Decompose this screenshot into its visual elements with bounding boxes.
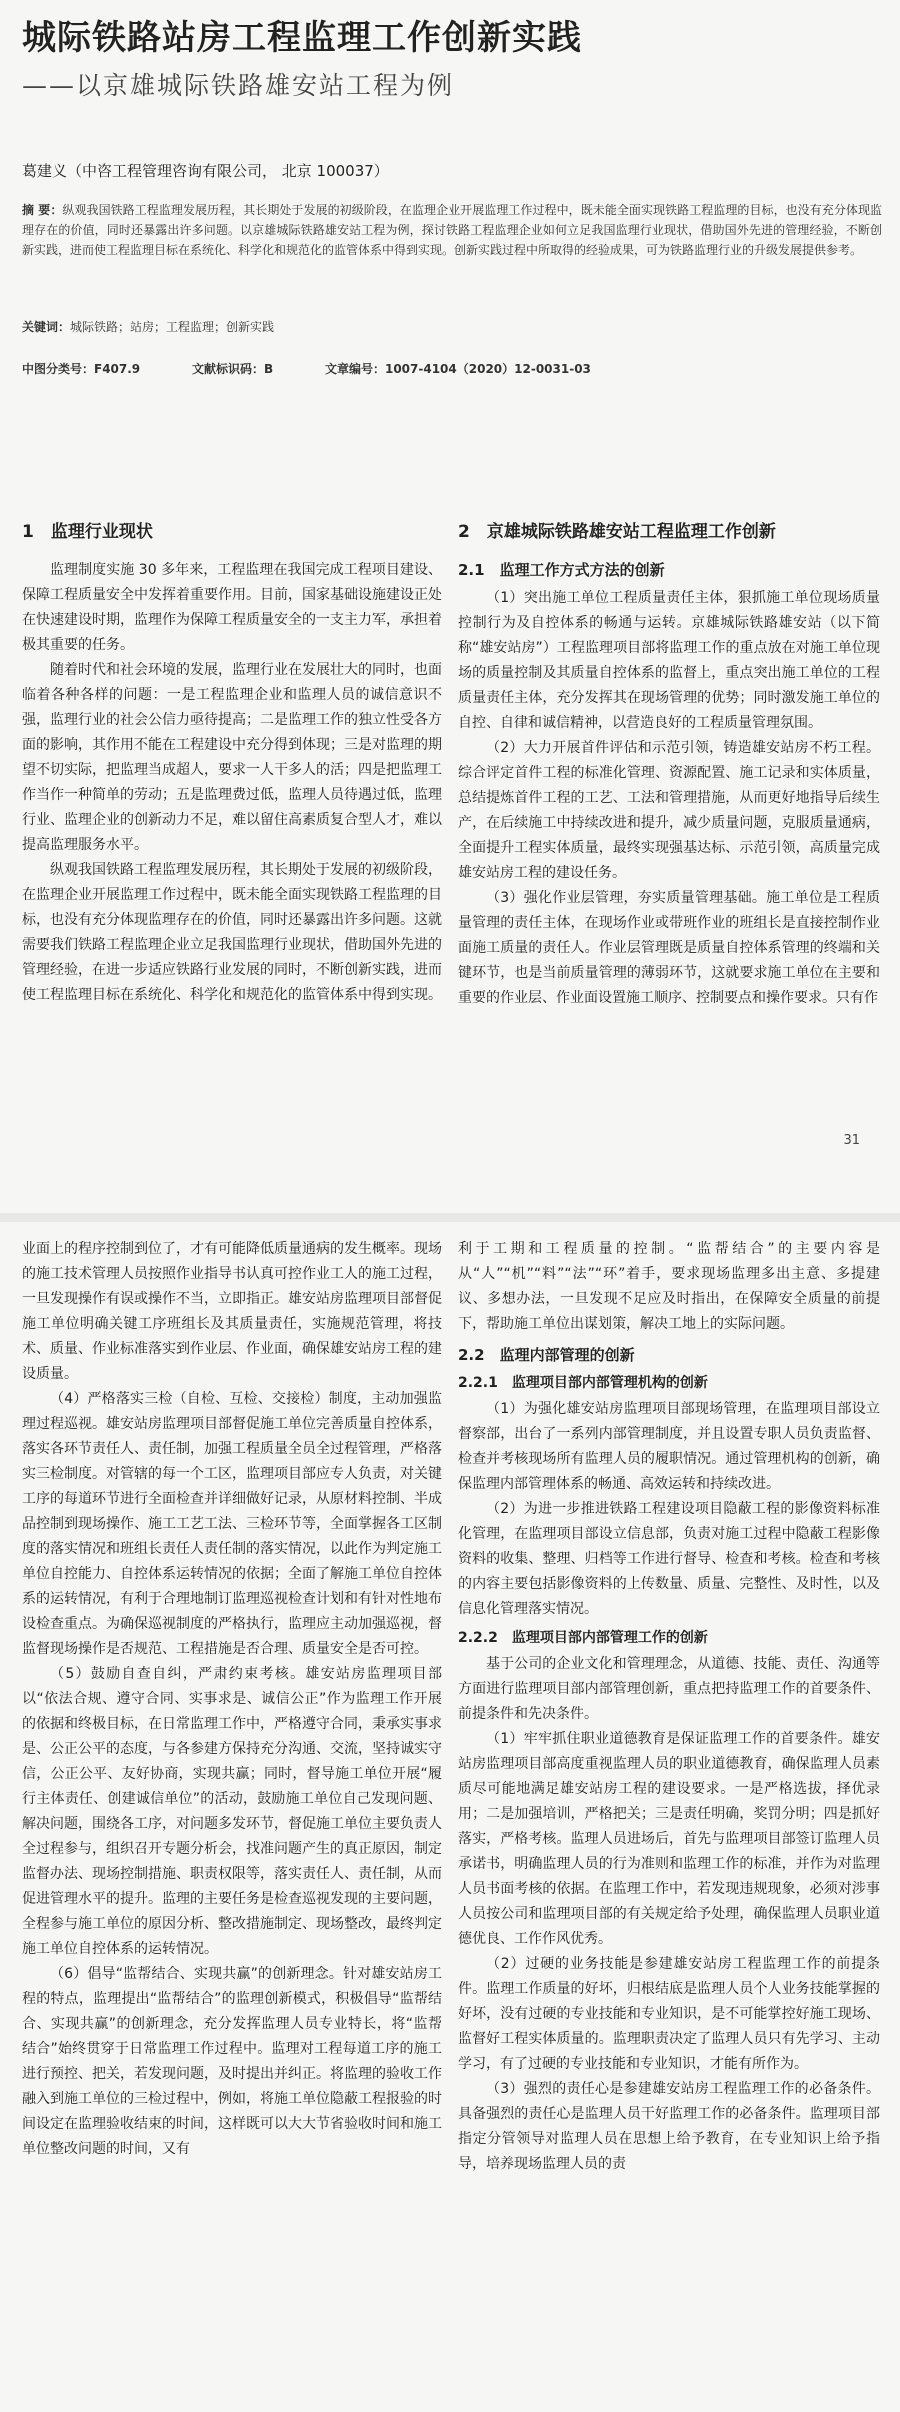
subsubsection-heading: 2.2.2 监理项目部内部管理工作的创新	[458, 1630, 708, 1646]
keywords	[22, 318, 882, 335]
article-meta	[22, 360, 882, 377]
paragraph: （1）牢牢抓住职业道德教育是保证监理工作的首要条件。雄安站房监理项目部高度重视监理人员的职业道德教育，确保监理人员素质尽可能地满足雄安站房工程的建设要求。一是严格选拔，择优录用；二是加强培训，严格把关；三是责任明确，奖罚分明；四是抓好落实，严格考核。监理人员进场后，首先与监理项目部签订监理人员承诺书，明确监理人员的行为准则和监理工作的标准，并作为对监理人员书面考核的依据。在监理工作中，若发现违规现象，必须对涉事人员按公司和监理项目部的有关规定给予处理，确保监理人员职业道德优良、工作作风优秀。	[458, 1731, 880, 1947]
paragraph: （2）大力开展首件评估和示范引领，铸造雄安站房不朽工程。综合评定首件工程的标准化管理、资源配置、施工记录和实体质量，总结提炼首件工程的工艺、工法和管理措施，从而更好地指导后续生产，在后续施工中持续改进和提升，减少质量问题，克服质量通病，全面提升工程实体质量，最终实现强基达标、示范引领，高质量完成雄安站房工程的建设任务。	[458, 740, 880, 881]
journal-page-32	[0, 1222, 900, 2412]
page1-left-column	[22, 520, 442, 1008]
article-title: 城际铁路站房工程监理工作创新实践	[22, 18, 582, 58]
paragraph-continued: 利于工期和工程质量的控制。“监帮结合”的主要内容是从“人”“机”“料”“法”“环”着手，要求现场监理多出主意、多提建议、多想办法，一旦发现不足应及时指出，在保障安全质量的前提下，帮助施工单位出谋划策，解决工地上的实际问题。	[458, 1241, 880, 1332]
paragraph: （4）严格落实三检（自检、互检、交接检）制度，主动加强监理过程巡视。雄安站房监理项目部督促施工单位完善质量自控体系，落实各环节责任人、责任制，加强工程质量全员全过程管理，严格落实三检制度。对管辖的每一个工区，监理项目部应专人负责，对关键工序的每道环节进行全面检查并详细做好记录，从原材料控制、半成品控制到现场操作、施工工艺工法、三检环节等，全面掌握各工区制度的落实情况和班组长责任人责任制的落实情况，以此作为判定施工单位自控能力、自控体系运转情况的依据；全面了解施工单位自控体系的运转情况，有利于合理地制订监理巡视检查计划和有针对性地布设检查重点。为确保巡视制度的严格执行，监理应主动加强巡视，督监督现场操作是否规范、工程措施是否合理、质量安全是否可控。	[22, 1391, 442, 1657]
paragraph: （5）鼓励自查自纠，严肃约束考核。雄安站房监理项目部以“依法合规、遵守合同、实事求是、诚信公正”作为监理工作开展的依据和终极目标，在日常监理工作中，严格遵守合同，秉承实事求是、公正公平的态度，与各参建方保持充分沟通、交流，坚持诚实守信，公正公平、友好协商，实现共赢；同时，督导施工单位开展“履行主体责任、创建诚信单位”的活动，鼓励施工单位自己发现问题、解决问题，围绕各工序，对问题多发环节，督促施工单位主要负责人全过程参与，组织召开专题分析会，找准问题产生的真正原因，制定监督办法、现场控制措施、职责权限等，落实责任人、责任制，从而促进管理水平的提升。监理的主要任务是检查巡视发现的主要问题，全程参与施工单位的原因分析、整改措施制定、现场整改，最终判定施工单位自控体系的运转情况。	[22, 1666, 442, 1957]
paragraph: 监理制度实施 30 多年来，工程监理在我国完成工程项目建设、保障工程质量安全中发挥着重要作用。目前，国家基础设施建设正处在快速建设时期，监理作为保障工程质量安全的一支主力军，承担着极其重要的任务。	[22, 562, 442, 653]
paragraph: （3）强烈的责任心是参建雄安站房工程监理工作的必备条件。具备强烈的责任心是监理人员干好监理工作的必备条件。监理项目部指定分管领导对监理人员在思想上给予教育，在专业知识上给予指导，培养现场监理人员的责	[458, 2081, 880, 2172]
page-number: 31	[843, 1133, 860, 1148]
paragraph: （2）过硬的业务技能是参建雄安站房工程监理工作的前提条件。监理工作质量的好坏，归根结底是监理人员个人业务技能掌握的好坏，没有过硬的专业技能和专业知识，是不可能掌控好施工现场、监督好工程实体质量的。监理职责决定了监理人员只有先学习、主动学习，有了过硬的专业技能和专业知识，才能有所作为。	[458, 1956, 880, 2072]
author-line: 葛建义（中咨工程管理咨询有限公司， 北京 100037）	[22, 162, 389, 180]
paragraph: 随着时代和社会环境的发展，监理行业在发展壮大的同时，也面临着各种各样的问题：一是工程监理企业和监理人员的诚信意识不强，监理行业的社会公信力亟待提高；二是监理工作的独立性受各方面的影响，其作用不能在工程建设中充分得到体现；三是对监理的期望不切实际，把监理当成超人，要求一人干多人的活；四是把监理工作当作一种简单的劳动；五是监理费过低，监理人员待遇过低，监理行业、监理企业的创新动力不足，难以留住高素质复合型人才，难以提高监理服务水平。	[22, 662, 442, 853]
paragraph: （2）为进一步推进铁路工程建设项目隐蔽工程的影像资料标准化管理，在监理项目部设立信息部，负责对施工过程中隐蔽工程影像资料的收集、整理、归档等工作进行督导、检查和考核。检查和考核的内容主要包括影像资料的上传数量、质量、完整性、及时性，以及信息化管理落实情况。	[458, 1501, 880, 1617]
page1-right-column	[458, 520, 880, 1011]
abstract-label: 摘 要：	[22, 203, 63, 217]
keywords-text: 城际铁路；站房；工程监理；创新实践	[70, 320, 275, 334]
paragraph: 纵观我国铁路工程监理发展历程，其长期处于发展的初级阶段，在监理企业开展监理工作过程中，既未能全面实现铁路工程监理的目标，也没有充分体现监理存在的价值，同时还暴露出许多问题。这就需要我们铁路工程监理企业立足我国监理行业现状，借助国外先进的管理经验，在进一步适应铁路行业发展的同时，不断创新实践，进而使工程监理目标在系统化、科学化和规范化的监管体系中得到实现。	[22, 862, 442, 1003]
keywords-label: 关键词：	[22, 320, 71, 334]
article-subtitle: ——以京雄城际铁路雄安站工程为例	[22, 71, 455, 100]
document-code: 文献标识码：B	[191, 362, 274, 376]
section-heading: 2 京雄城际铁路雄安站工程监理工作创新	[458, 522, 776, 542]
paragraph: （6）倡导“监帮结合、实现共赢”的创新理念。针对雄安站房工程的特点，监理提出“监帮结合”的监理创新模式，积极倡导“监帮结合、实现共赢”的创新理念，充分发挥监理人员专业特长，将“监帮结合”始终贯穿于日常监理工作过程中。监理对工程每道工序的施工进行预控、把关，若发现问题，及时提出并纠正。将监理的验收工作融入到施工单位的三检过程中，例如，将施工单位隐蔽工程报验的时间设定在监理验收结束的时间，这样既可以大大节省验收时间和施工单位整改问题的时间，又有	[22, 1966, 442, 2157]
subsection-heading: 2.1 监理工作方式方法的创新	[458, 561, 665, 579]
subsubsection-heading: 2.2.1 监理项目部内部管理机构的创新	[458, 1375, 708, 1391]
section-heading: 1 监理行业现状	[22, 522, 153, 542]
paragraph: （1）为强化雄安站房监理项目部现场管理，在监理项目部设立督察部，出台了一系列内部管理制度，并且设置专职人员负责监督、检查并考核现场所有监理人员的履职情况。通过管理机构的创新，确保监理内部管理体系的畅通、高效运转和持续改进。	[458, 1401, 880, 1492]
paragraph: （3）强化作业层管理，夯实质量管理基础。施工单位是工程质量管理的责任主体，在现场作业或带班作业的班组长是直接控制作业面施工质量的责任人。作业层管理既是质量自控体系管理的终端和关键环节，也是当前质量管理的薄弱环节，这就要求施工单位在主要和重要的作业层、作业面设置施工顺序、控制要点和操作要求。只有作	[458, 890, 880, 1006]
paragraph-continued: 业面上的程序控制到位了，才有可能降低质量通病的发生概率。现场的施工技术管理人员按照作业指导书认真可控作业工人的施工过程，一旦发现操作有误或操作不当，立即指正。雄安站房监理项目部督促施工单位明确关键工序班组长及其质量责任，实施规范管理，将技术、质量、作业标准落实到作业层、作业面，确保雄安站房工程的建设质量。	[22, 1241, 442, 1382]
abstract	[22, 200, 882, 260]
clc-number: 中图分类号：F407.9	[22, 362, 141, 376]
page2-right-column	[458, 1237, 880, 2177]
paragraph: （1）突出施工单位工程质量责任主体，狠抓施工单位现场质量控制行为及自控体系的畅通与运转。京雄城际铁路雄安站（以下简称“雄安站房”）工程监理项目部将监理工作的重点放在对施工单位现场的质量控制及其质量自控体系的监督上，重点突出施工单位的工程质量责任主体，充分发挥其在现场管理的优势；同时激发施工单位的自控、自律和诚信精神，以营造良好的工程质量管理氛围。	[458, 590, 880, 731]
paragraph: 基于公司的企业文化和管理理念，从道德、技能、责任、沟通等方面进行监理项目部内部管理创新，重点把持监理工作的首要条件、前提条件和先决条件。	[458, 1656, 880, 1722]
abstract-text: 纵观我国铁路工程监理发展历程，其长期处于发展的初级阶段，在监理企业开展监理工作过程中，既未能全面实现铁路工程监理的目标，也没有充分体现监理存在的价值，同时还暴露出许多问题。以京雄城际铁路雄安站工程为例，探讨铁路工程监理企业如何立足我国监理行业现状，借助国外先进的管理经验，不断创新实践，进而使工程监理目标在系统化、科学化和规范化的监管体系中得到实现。创新实践过程中所取得的经验成果，可为铁路监理行业的升级发展提供参考。	[22, 203, 882, 257]
subsection-heading: 2.2 监理内部管理的创新	[458, 1346, 635, 1364]
page2-left-column	[22, 1237, 442, 2162]
article-number: 文章编号：1007-4104（2020）12-0031-03	[324, 362, 591, 376]
